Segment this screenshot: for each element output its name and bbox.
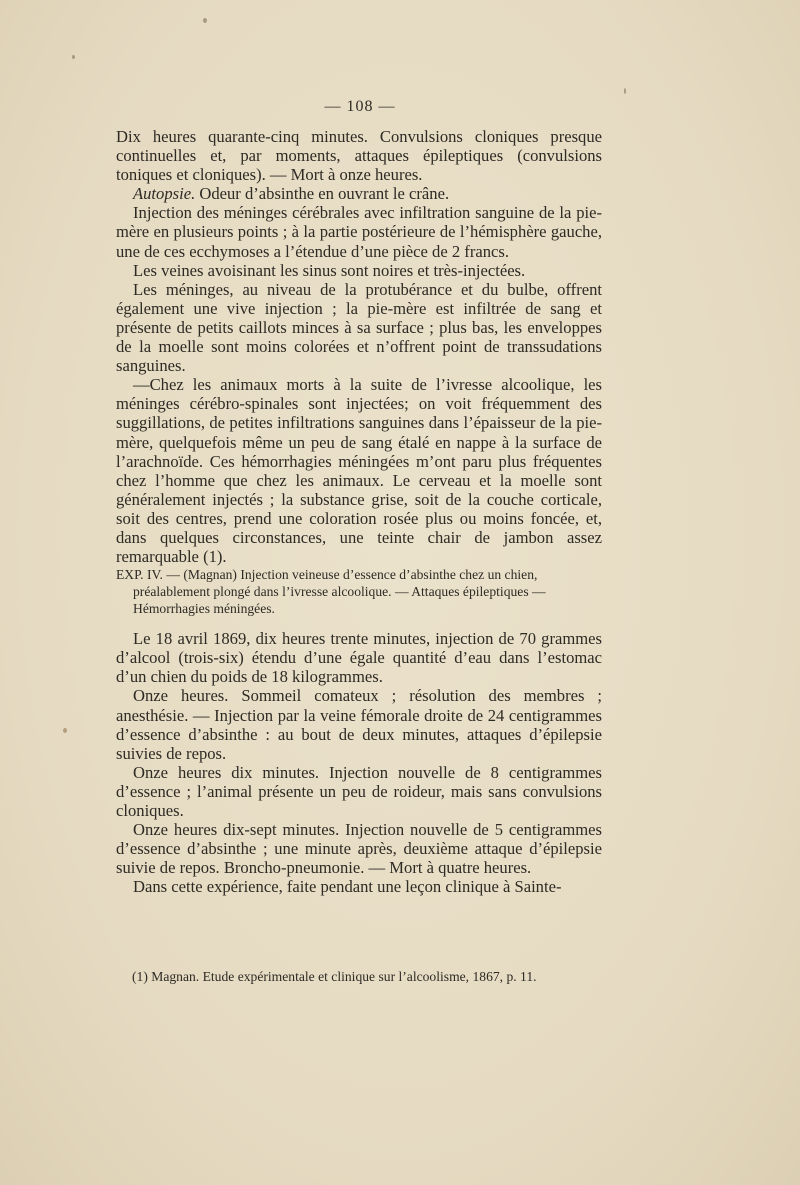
paragraph: Les méninges, au niveau de la protubérance et du bulbe, offrent également une vive injection ; la pie-mère est infiltrée de sang et présente de petits caillots minces à sa surface ; plus bas, les enveloppes de la moelle sont moins colorées et n’offrent point de transsudations sanguines. (116, 279, 602, 376)
paragraph: Onze heures dix minutes. Injection nouvelle de 8 centigrammes d’essence ; l’animal présente un peu de roideur, mais sans convulsions cloniques. (116, 762, 602, 820)
paper-speck (203, 18, 207, 23)
paper-speck (63, 728, 67, 733)
page-body (116, 127, 602, 896)
paragraph: Dans cette expérience, faite pendant une leçon clinique à Sainte- (133, 877, 562, 897)
paragraph: Onze heures dix-sept minutes. Injection nouvelle de 5 centigrammes d’essence d’absinthe ; une minute après, deuxième attaque d’épilepsie suivie de repos. Broncho-pneumonie. — Mort à quatre heures. (116, 820, 602, 878)
paragraph: Dix heures quarante-cinq minutes. Convulsions cloniques presque continuelles et, par moments, attaques épileptiques (convulsions toniques et cloniques). — Mort à onze heures. (116, 127, 602, 185)
paragraph: Onze heures. Sommeil comateux ; résolution des membres ; anesthésie. — Injection par la veine fémorale droite de 24 centigrammes d’essence d’absinthe : au bout de deux minutes, attaques d’épilepsie suivies de repos. (116, 686, 602, 763)
autopsie-label: Autopsie. (133, 184, 196, 204)
paragraph: —Chez les animaux morts à la suite de l’ivresse alcoolique, les méninges cérébro-spinales sont injectées; on voit fréquemment des suggillations, de petites infiltrations sanguines dans l’épaisseur de la pie-mère, quelquefois même un peu de sang étalé en nappe à la surface de l’arachnoïde. Ces hémorrhagies méningées m’ont paru plus fréquentes chez l’homme que chez les animaux. Le cerveau et la moelle sont généralement injectés ; la substance grise, soit de la couche corticale, soit des centres, prend une coloration rosée plus ou moins foncée, et, dans quelques circonstances, une teinte chair de jambon assez remarquable (1). (116, 375, 602, 567)
paper-speck (624, 88, 626, 94)
autopsie-text: Odeur d’absinthe en ouvrant le crâne. (195, 184, 450, 204)
paragraph: Injection des méninges cérébrales avec infiltration sanguine de la pie-mère en plusieurs points ; à la partie postérieure de l’hémisphère gauche, une de ces ecchymoses a l’étendue d’une pièce de 2 francs. (116, 203, 602, 261)
paragraph: Les veines avoisinant les sinus sont noires et très-injectées. (133, 260, 526, 280)
footnote: (1) Magnan. Etude expérimentale et clinique sur l’alcoolisme, 1867, p. 11. (132, 969, 537, 984)
paragraph (116, 184, 602, 203)
paper-speck (72, 55, 75, 59)
page-number: — 108 — (324, 98, 396, 115)
experiment-heading: EXP. IV. — (Magnan) Injection veineuse d’essence d’absinthe chez un chien, préalablement plongé dans l’ivresse alcoolique. — Attaques épileptiques — Hémorrhagies méningées. (116, 567, 546, 617)
paragraph: Le 18 avril 1869, dix heures trente minutes, injection de 70 grammes d’alcool (trois-six) étendu d’une égale quantité d’eau dans l’estomac d’un chien du poids de 18 kilogrammes. (116, 629, 602, 687)
